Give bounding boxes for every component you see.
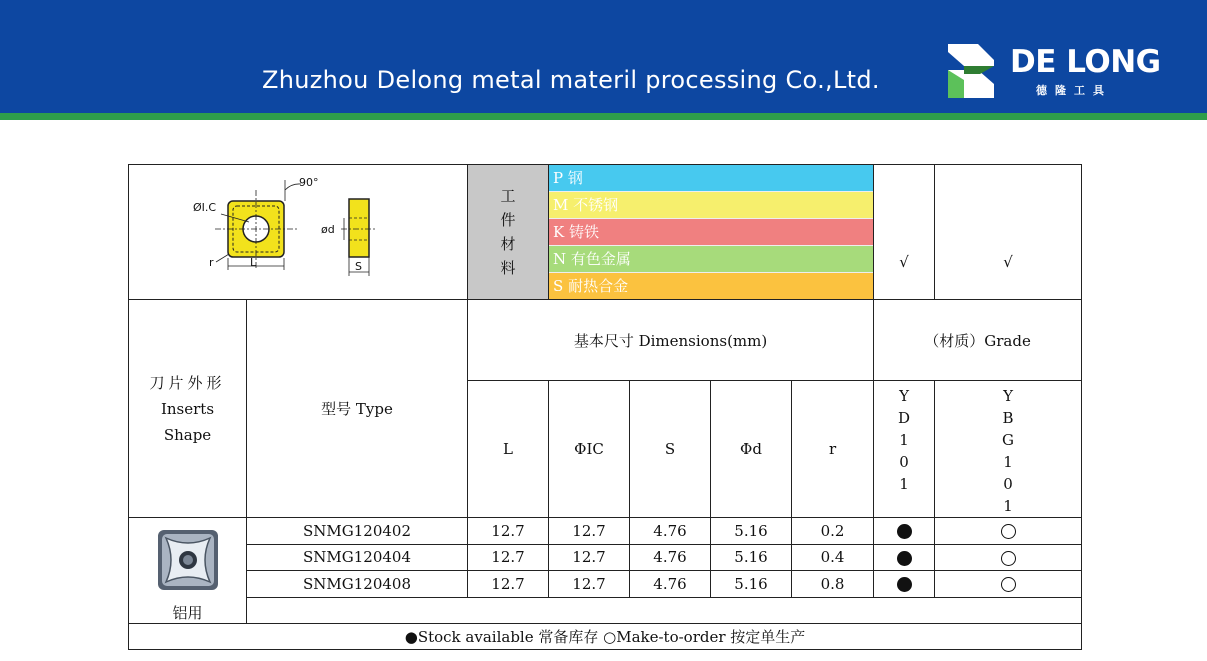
s-dimension-label: S (355, 260, 362, 273)
stock-dot-icon (897, 577, 912, 592)
cell-ybg101 (935, 518, 1082, 545)
workpiece-material-text: 工件材料 (500, 187, 516, 277)
type-header: 型号 Type (247, 300, 468, 518)
empty-cell (247, 597, 1082, 624)
logo-text: DE LONG (1010, 44, 1161, 80)
stock-dot-icon (897, 524, 912, 539)
col-d: Φd (711, 381, 792, 518)
workpiece-material-label (468, 165, 549, 300)
header-banner (0, 0, 1207, 113)
cell-l: 12.7 (468, 571, 549, 598)
cell-s: 4.76 (630, 544, 711, 571)
col-l: L (468, 381, 549, 518)
cell-ybg101 (935, 571, 1082, 598)
cell-l: 12.7 (468, 518, 549, 545)
cell-r: 0.2 (792, 518, 874, 545)
legend-row (129, 624, 1082, 650)
insert-diagram-cell (129, 165, 468, 300)
material-list (549, 165, 873, 299)
inserts-shape-header (129, 300, 247, 518)
cell-ic: 12.7 (549, 571, 630, 598)
cell-type: SNMG120402 (247, 518, 468, 545)
cell-r: 0.8 (792, 571, 874, 598)
angle-label: 90° (299, 176, 319, 189)
table-row (129, 571, 1082, 598)
grade-header: （材质）Grade (874, 300, 1082, 381)
cell-ic: 12.7 (549, 544, 630, 571)
material-p: P 钢 (549, 165, 873, 192)
stock-dot-icon (897, 551, 912, 566)
logo-mark-icon (944, 42, 1004, 102)
insert-image-cell (129, 518, 247, 624)
col-r: r (792, 381, 874, 518)
cell-s: 4.76 (630, 518, 711, 545)
shape-header-cn: 刀片外形 (149, 373, 226, 392)
shape-header-en-1: Inserts (160, 399, 215, 418)
cell-ic: 12.7 (549, 518, 630, 545)
material-n: N 有色金属 (549, 246, 873, 273)
l-dimension-label: L (250, 256, 257, 269)
cell-l: 12.7 (468, 544, 549, 571)
order-circle-icon (1001, 551, 1016, 566)
dimensions-header: 基本尺寸 Dimensions(mm) (468, 300, 874, 381)
col-s: S (630, 381, 711, 518)
cell-yd101 (874, 571, 935, 598)
cell-ybg101 (935, 544, 1082, 571)
legend: ●Stock available 常备库存 ○Make-to-order 按定单生产 (129, 624, 1082, 650)
order-circle-icon (1001, 524, 1016, 539)
insert-photo-icon (156, 528, 220, 592)
cell-s: 4.76 (630, 571, 711, 598)
delong-logo (944, 42, 1161, 102)
product-table (128, 164, 1081, 646)
cell-yd101 (874, 518, 935, 545)
cell-yd101 (874, 544, 935, 571)
aluminum-label: 铝用 (172, 604, 203, 622)
cell-type: SNMG120408 (247, 571, 468, 598)
material-k: K 铸铁 (549, 219, 873, 246)
order-circle-icon (1001, 577, 1016, 592)
cell-r: 0.4 (792, 544, 874, 571)
cell-d: 5.16 (711, 571, 792, 598)
table-row (129, 544, 1082, 571)
material-list-cell (549, 165, 874, 300)
logo-subtitle: 德隆工具 (1036, 84, 1112, 97)
material-m: M 不锈钢 (549, 192, 873, 219)
cell-type: SNMG120404 (247, 544, 468, 571)
company-name: Zhuzhou Delong metal materil processing Co.,Ltd. (262, 66, 880, 94)
ic-dimension-label: ØI.C (193, 201, 217, 214)
table-row (129, 518, 1082, 545)
grade-yd101: Y D 1 0 1 (874, 381, 935, 518)
grade-ybg101: Y B G 1 0 1 (935, 381, 1082, 518)
check-ybg101: √ (935, 165, 1082, 300)
r-dimension-label: r (209, 256, 214, 269)
insert-dimension-diagram (133, 166, 463, 294)
green-strip (0, 113, 1207, 120)
d-dimension-label: ød (321, 223, 335, 236)
check-yd101: √ (874, 165, 935, 300)
cell-d: 5.16 (711, 544, 792, 571)
cell-d: 5.16 (711, 518, 792, 545)
col-ic: ΦIC (549, 381, 630, 518)
empty-row (129, 597, 1082, 624)
material-s: S 耐热合金 (549, 273, 873, 299)
shape-header-en-2: Shape (163, 425, 212, 444)
